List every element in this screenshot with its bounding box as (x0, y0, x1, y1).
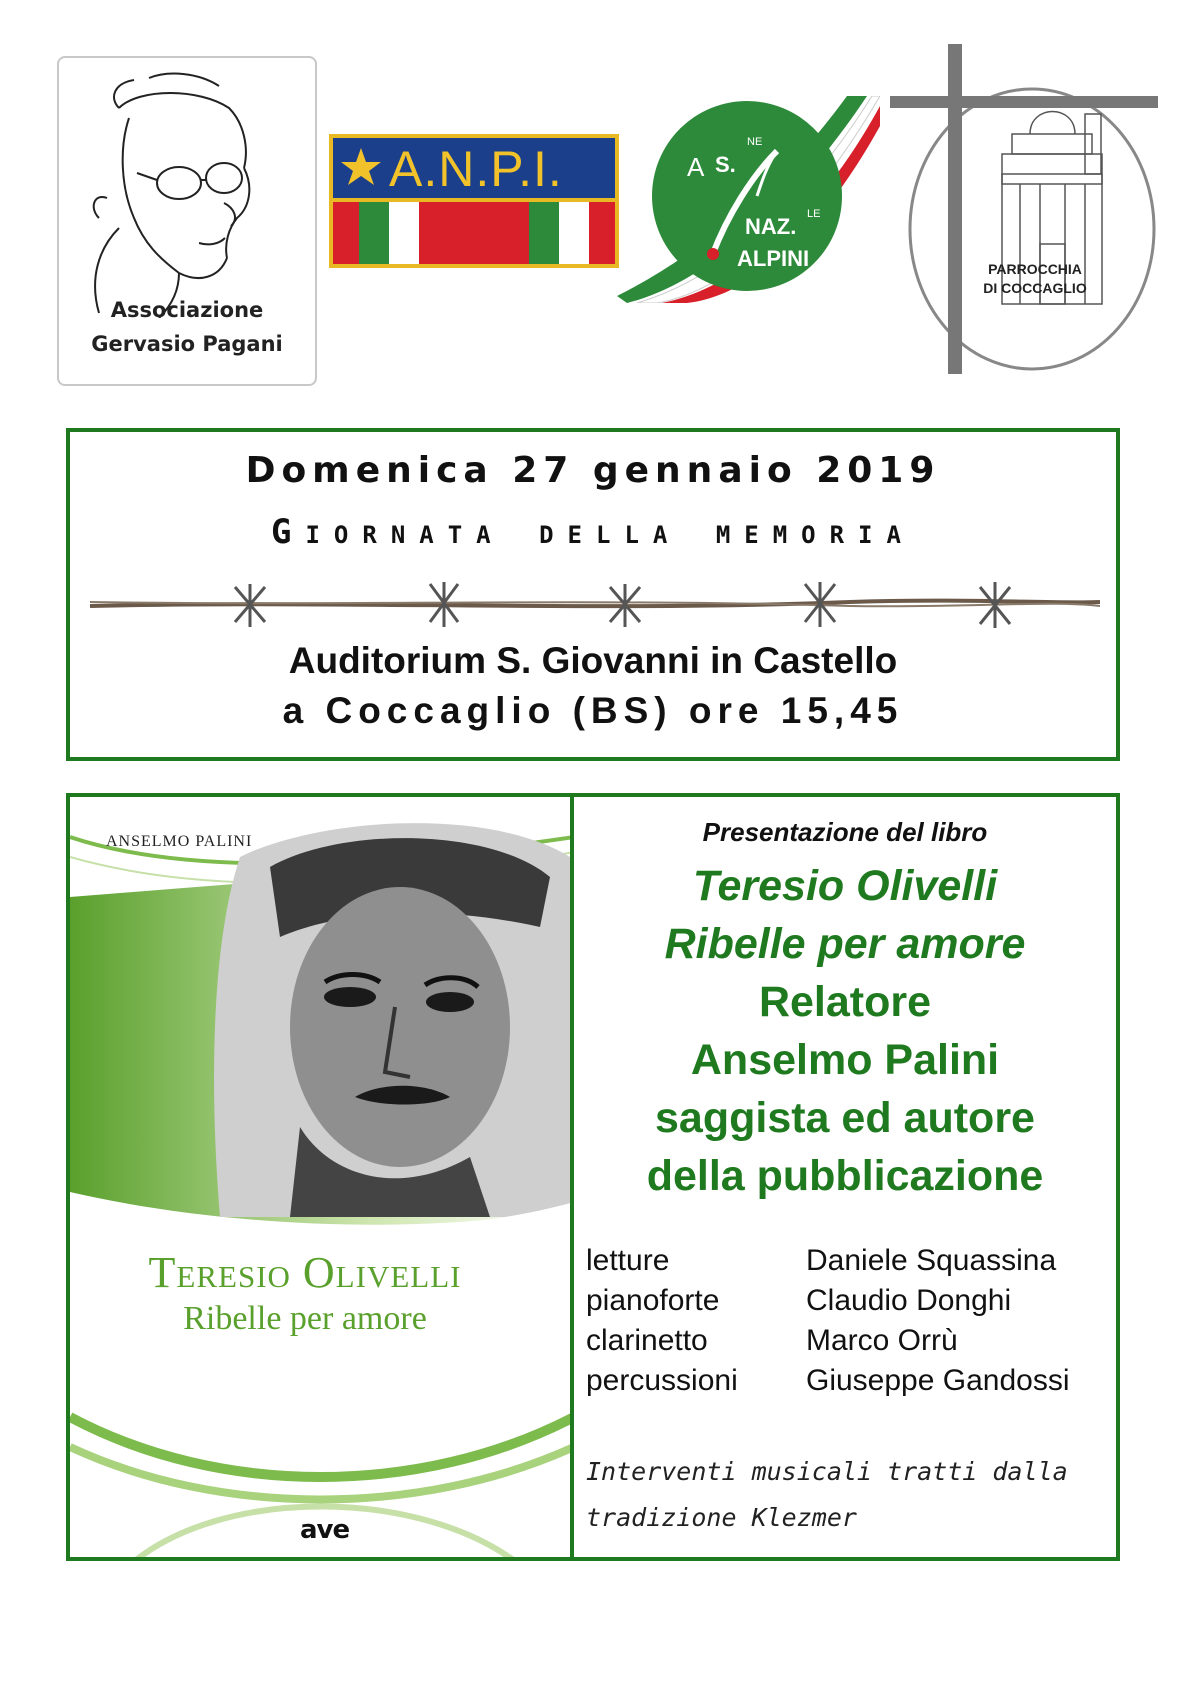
cross-icon (890, 44, 1158, 374)
alpini-naz: NAZ. (745, 214, 797, 239)
anpi-text: A.N.P.I. (389, 141, 563, 197)
credit-role: clarinetto (586, 1324, 708, 1357)
association-name-line1: Associazione (110, 298, 264, 322)
association-logo (57, 56, 317, 386)
credit-name: Daniele Squassina (806, 1244, 1057, 1277)
credit-row (586, 1241, 1116, 1281)
cover-title-block (70, 1247, 540, 1338)
credit-row (586, 1321, 1116, 1361)
credit-role: pianoforte (586, 1284, 720, 1317)
event-venue (70, 636, 1116, 736)
info-panel (570, 793, 1120, 1561)
anpi-logo (329, 134, 619, 268)
note-line2: tradizione Klezmer (586, 1503, 857, 1532)
parrocchia-line2: DI COCCAGLIO (983, 280, 1087, 296)
alpini-s: S. (715, 152, 736, 177)
association-name-line2: Gervasio Pagani (91, 332, 283, 356)
alpini-a: A (687, 152, 705, 182)
alpini-ne: NE (747, 136, 763, 148)
credit-role: letture (586, 1244, 670, 1277)
speaker-role1: saggista ed autore (655, 1094, 1035, 1142)
credit-name: Claudio Donghi (806, 1284, 1012, 1317)
book-cover (66, 793, 570, 1561)
credits-list (586, 1241, 1116, 1401)
cover-author: ANSELMO PALINI (106, 833, 253, 850)
event-box (66, 428, 1120, 761)
speaker-label: Relatore (758, 978, 932, 1026)
alpini-name: ALPINI (737, 246, 810, 271)
credit-row (586, 1281, 1116, 1321)
note-line1: Interventi musicali tratti dalla (586, 1457, 1068, 1486)
parrocchia-logo (890, 44, 1158, 374)
book-title: Teresio Olivelli (692, 862, 998, 910)
credit-name: Giuseppe Gandossi (806, 1364, 1070, 1397)
speaker-role2: della pubblicazione (646, 1152, 1044, 1200)
alpini-le: LE (807, 208, 821, 220)
venue-line2: a Coccaglio (BS) ore 15,45 (282, 690, 904, 731)
credit-row (586, 1361, 1116, 1401)
venue-line1: Auditorium S. Giovanni in Castello (288, 640, 898, 681)
cover-subtitle: Ribelle per amore (183, 1300, 427, 1337)
book-subtitle: Ribelle per amore (664, 920, 1026, 968)
speaker-name: Anselmo Palini (690, 1036, 1000, 1084)
presentation-label: Presentazione del libro (702, 817, 988, 847)
cover-title: Teresio Olivelli (148, 1248, 462, 1297)
event-date: Domenica 27 gennaio 2019 (245, 450, 941, 491)
publisher-logo: ave (300, 1515, 350, 1545)
portrait-sketch-icon (59, 68, 315, 318)
credit-role: percussioni (586, 1364, 738, 1397)
event-title: Giornata della memoria (271, 512, 915, 552)
barbed-wire-icon (90, 572, 1100, 632)
music-note (586, 1449, 1116, 1541)
book-details (574, 857, 1116, 1205)
alpini-logo (617, 96, 880, 303)
credit-name: Marco Orrù (806, 1324, 958, 1357)
parrocchia-line1: PARROCCHIA (988, 261, 1082, 277)
